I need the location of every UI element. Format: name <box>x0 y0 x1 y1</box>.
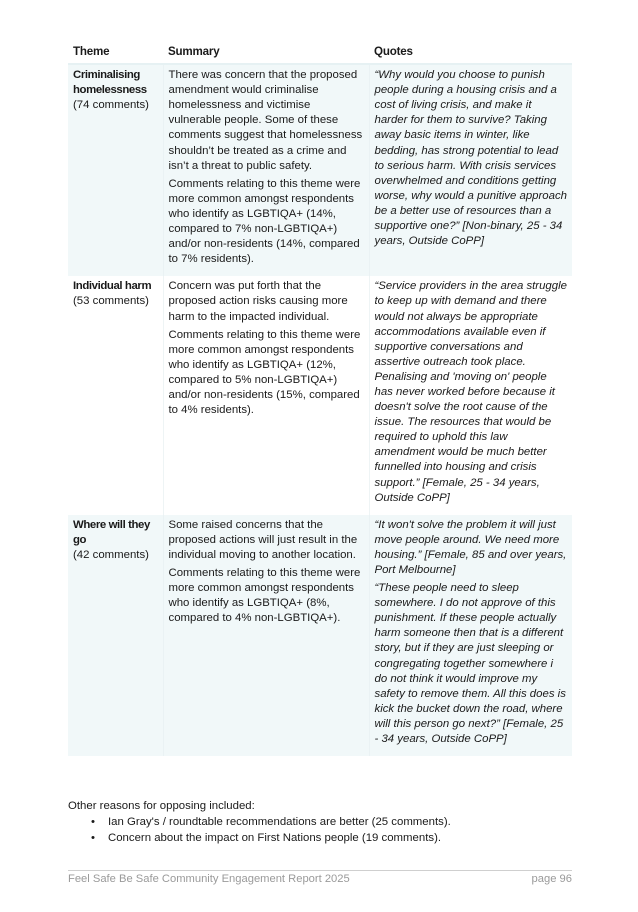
theme-cell <box>68 276 163 514</box>
themes-table <box>68 42 572 756</box>
summary-paragraph: Some raised concerns that the proposed actions will just result in the individual moving to another location. <box>168 518 358 561</box>
footer-title: Feel Safe Be Safe Community Engagement Report 2025 <box>68 873 350 885</box>
bullet-icon: • <box>91 816 95 828</box>
theme-name: Where will they go <box>73 518 150 546</box>
header-quotes: Quotes <box>374 45 413 58</box>
summary-cell <box>163 515 369 756</box>
summary-cell <box>163 64 369 276</box>
theme-name: Individual harm <box>73 280 152 293</box>
table-row <box>68 515 572 756</box>
list-item-text: Concern about the impact on First Nations people (19 comments). <box>108 832 442 844</box>
bullet-icon: • <box>91 832 95 844</box>
other-reasons-intro: Other reasons for opposing included: <box>68 800 255 812</box>
summary-paragraph: There was concern that the proposed amendment would criminalise homelessness and victimise vulnerable people. Some of these comments suggest that homelessness shouldn’t be treated as a crime and isn’t a threat to public safety. <box>168 69 363 172</box>
page-footer <box>68 870 572 885</box>
quote-text: “Why would you choose to punish people during a housing crisis and a cost of living crisis, and make it harder for them to survive? Taking away basic items in winter, like bedding, has strong potential to lead to serious harm. With crisis services overwhelmed and conditions getting worse, why would a punitive approach be a better use of resources than a supportive one?” [Non-binary, 25 - 34 years, Outside CoPP] <box>374 69 567 248</box>
summary-paragraph: Concern was put forth that the proposed action risks causing more harm to the impacted individual. <box>168 280 348 323</box>
theme-cell <box>68 515 163 756</box>
table-row <box>68 276 572 514</box>
other-reasons-list <box>68 814 572 846</box>
list-item-text: Ian Gray's / roundtable recommendations are better (25 comments). <box>108 816 451 828</box>
quote-cell <box>369 515 572 756</box>
theme-cell <box>68 64 163 276</box>
list-item <box>68 814 572 830</box>
comment-count: (42 comments) <box>73 548 149 561</box>
comment-count: (53 comments) <box>73 295 149 308</box>
page-number: page 96 <box>531 873 572 885</box>
page-content <box>68 42 572 756</box>
comment-count: (74 comments) <box>73 99 149 112</box>
summary-cell <box>163 276 369 514</box>
other-reasons <box>68 798 572 846</box>
list-item <box>68 830 572 846</box>
summary-paragraph: Comments relating to this theme were more common amongst respondents who identify as LGBTIQA+ (8%, compared to 4% non-LGBTIQA+). <box>168 567 361 625</box>
summary-paragraph: Comments relating to this theme were more common amongst respondents who identify as LGBTIQA+ (12%, compared to 5% non-LGBTIQA+) and/or non-residents (15%, compared to 4% residents). <box>168 328 361 417</box>
summary-paragraph: Comments relating to this theme were more common amongst respondents who identify as LGBTIQA+ (14%, compared to 7% non-LGBTIQA+) and/or non-residents (14%, compared to 7% residents). <box>168 177 361 266</box>
theme-name: Criminalising homelessness <box>73 69 147 97</box>
quote-text: “Service providers in the area struggle to keep up with demand and there would not always be appropriate accommodations available even if supportive conversations and assertive outreach took place. Penalising and 'moving on' people has never worked before because it doesn't solve the root cause of the issue. The resources that would be required to uphold this law amendment would be much better funnelled into housing and crisis support.” [Female, 25 - 34 years, Outside CoPP] <box>374 280 567 504</box>
header-theme: Theme <box>73 45 110 58</box>
quote-cell <box>369 64 572 276</box>
header-summary: Summary <box>168 45 220 58</box>
table-header-row <box>68 42 572 64</box>
quote-text: “These people need to sleep somewhere. I do not approve of this punishment. If these people actually harm someone then that is a different story, but if they are just sleeping or congregating together somewhere i do not think it would improve my safety to remove them. All this does is kick the bucket down the road, where will this person go next?” [Female, 25 - 34 years, Outside CoPP] <box>374 582 566 746</box>
quote-text: “It won't solve the problem it will just move people around. We need more housing.” [Female, 85 and over years, Port Melbourne] <box>374 518 567 576</box>
table-row <box>68 64 572 276</box>
quote-cell <box>369 276 572 514</box>
